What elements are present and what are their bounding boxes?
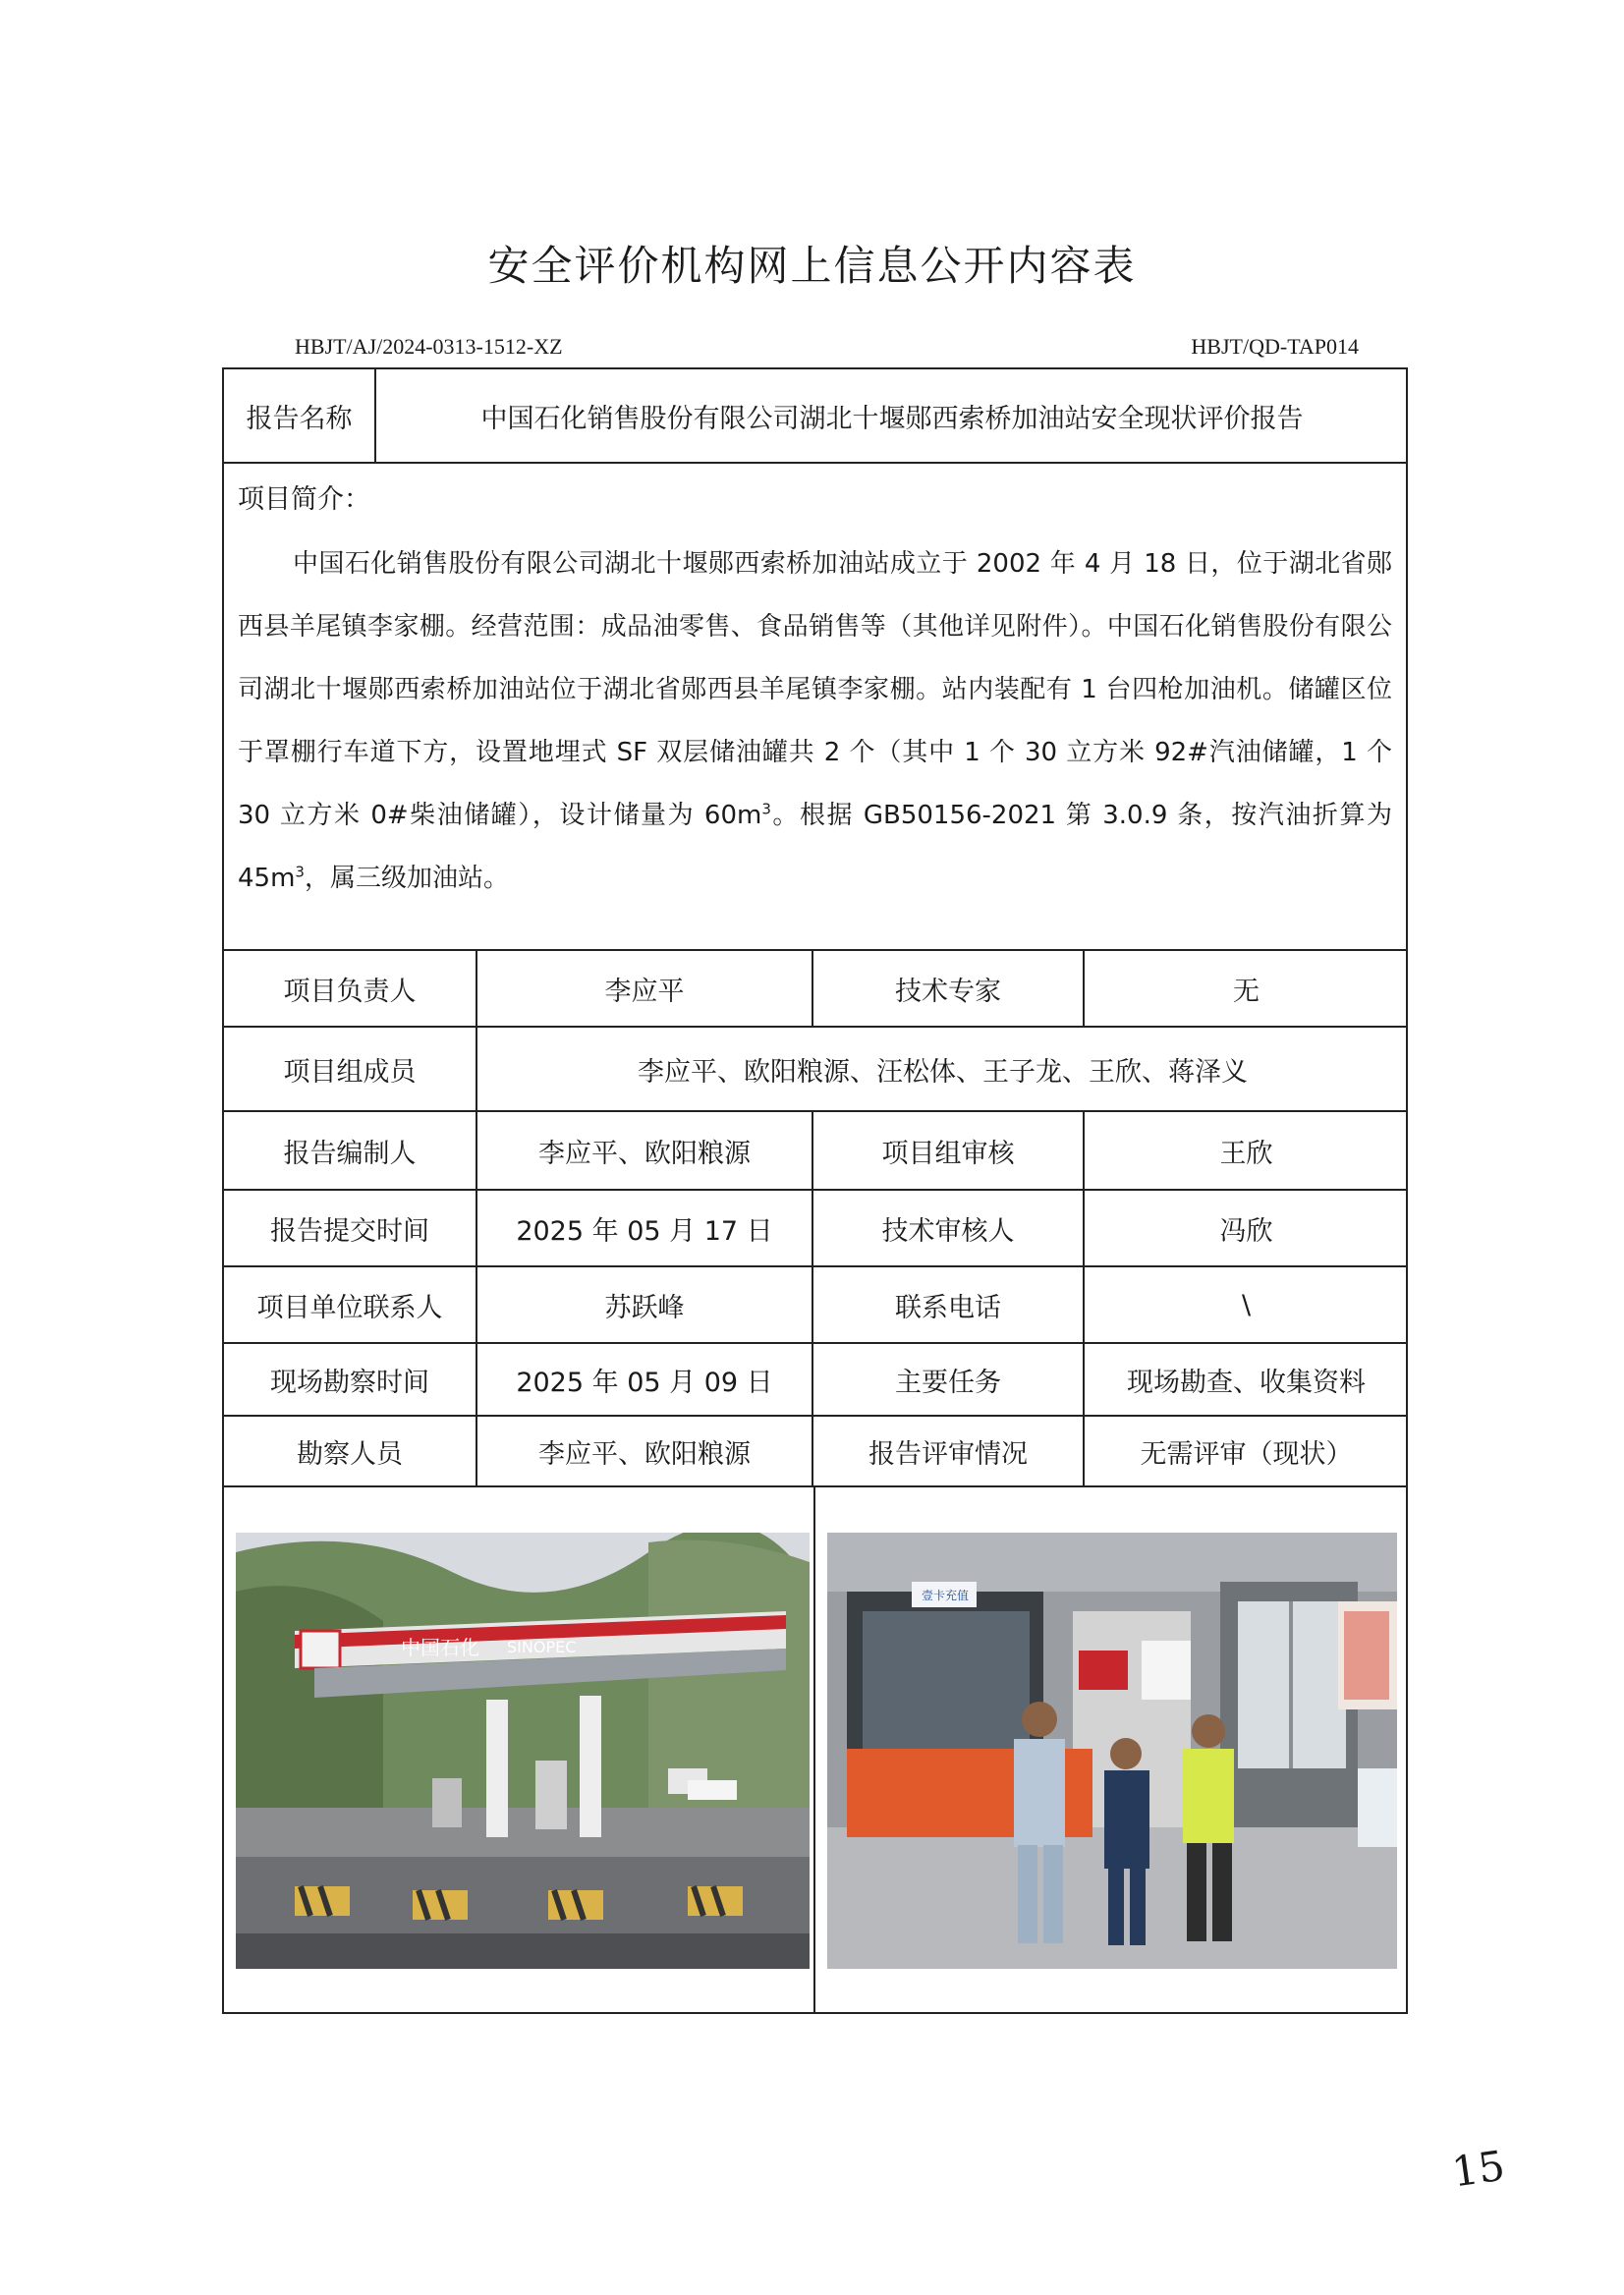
svg-text:壹卡充值: 壹卡充值 — [922, 1589, 970, 1602]
survey-time-label: 现场勘察时间 — [224, 1344, 477, 1415]
team-review-label: 项目组审核 — [813, 1112, 1085, 1189]
table-row — [224, 1267, 1406, 1344]
page-number: 15 — [1448, 2141, 1508, 2197]
table-row — [224, 1112, 1406, 1191]
main-task-label: 主要任务 — [813, 1344, 1085, 1415]
team-review-value: 王欣 — [1219, 1138, 1273, 1169]
submit-time-label: 报告提交时间 — [224, 1191, 477, 1265]
table-row — [224, 1344, 1406, 1417]
report-name-value: 中国石化销售股份有限公司湖北十堰郧西索桥加油站安全现状评价报告 — [480, 403, 1304, 434]
svg-text:中国石化: 中国石化 — [401, 1636, 479, 1659]
project-leader-label: 项目负责人 — [224, 951, 477, 1026]
svg-text:SINOPEC: SINOPEC — [507, 1638, 577, 1656]
contact-person-label: 项目单位联系人 — [224, 1267, 477, 1342]
phone-value: \ — [1241, 1289, 1252, 1320]
surveyors-label: 勘察人员 — [224, 1417, 477, 1485]
photo-row — [224, 1487, 1406, 2014]
phone-label: 联系电话 — [813, 1267, 1085, 1342]
team-members-value: 李应平、欧阳粮源、汪松体、王子龙、王欣、蒋泽义 — [638, 1056, 1248, 1088]
table-row — [224, 951, 1406, 1028]
table-row — [224, 1417, 1406, 1487]
tech-expert-label: 技术专家 — [813, 951, 1085, 1026]
surveyors-value: 李应平、欧阳粮源 — [477, 1417, 813, 1485]
table-row — [224, 1028, 1406, 1112]
report-author-label: 报告编制人 — [224, 1112, 477, 1189]
submit-time-value: 2025 年 05 月 17 日 — [477, 1191, 813, 1265]
table-row — [224, 1191, 1406, 1267]
contact-person-value: 苏跃峰 — [477, 1267, 813, 1342]
gas-station-photo — [236, 1533, 810, 1969]
tech-expert-value: 无 — [1233, 976, 1260, 1007]
main-task-value: 现场勘查、收集资料 — [1127, 1367, 1366, 1398]
document-code-left: HBJT/AJ/2024-0313-1512-XZ — [295, 334, 563, 359]
document-code-right: HBJT/QD-TAP014 — [1191, 334, 1359, 359]
report-name-row — [224, 369, 1406, 464]
tech-reviewer-label: 技术审核人 — [813, 1191, 1085, 1265]
survey-team-photo — [827, 1533, 1397, 1969]
project-leader-value: 李应平 — [477, 951, 813, 1026]
photo-divider — [813, 1487, 815, 2014]
page-title: 安全评价机构网上信息公开内容表 — [487, 242, 1137, 290]
team-members-label: 项目组成员 — [224, 1028, 477, 1110]
review-status-label: 报告评审情况 — [813, 1417, 1085, 1485]
tech-reviewer-value: 冯欣 — [1219, 1215, 1273, 1247]
intro-label: 项目简介： — [238, 484, 370, 515]
project-intro — [224, 464, 1406, 951]
report-name-label: 报告名称 — [224, 369, 376, 462]
info-table — [222, 367, 1408, 2014]
report-author-value: 李应平、欧阳粮源 — [477, 1112, 813, 1189]
review-status-value: 无需评审（现状） — [1140, 1438, 1353, 1470]
intro-text: 中国石化销售股份有限公司湖北十堰郧西索桥加油站成立于 2002 年 4 月 18 日，位于湖北省郧西县羊尾镇李家棚。经营范围：成品油零售、食品销售等（其他详见附件）。中国石化销售股份有限公司湖北十堰郧西索桥加油站位于湖北省郧西县羊尾镇李家棚。站内装配有 1 台四枪加油机。储罐区位于罩棚行车道下方，设置地埋式 SF 双层储油罐共 2 个（其中 1 个 30 立方米 92#汽油储罐，1 个 30 立方米 0#柴油储罐），设计储量为 $60m^3$。根据 GB50156-2021 第 3.0.9 条，按汽油折算为 $45m^3$，属三级加油站。 — [238, 549, 1392, 893]
survey-time-value: 2025 年 05 月 09 日 — [477, 1344, 813, 1415]
